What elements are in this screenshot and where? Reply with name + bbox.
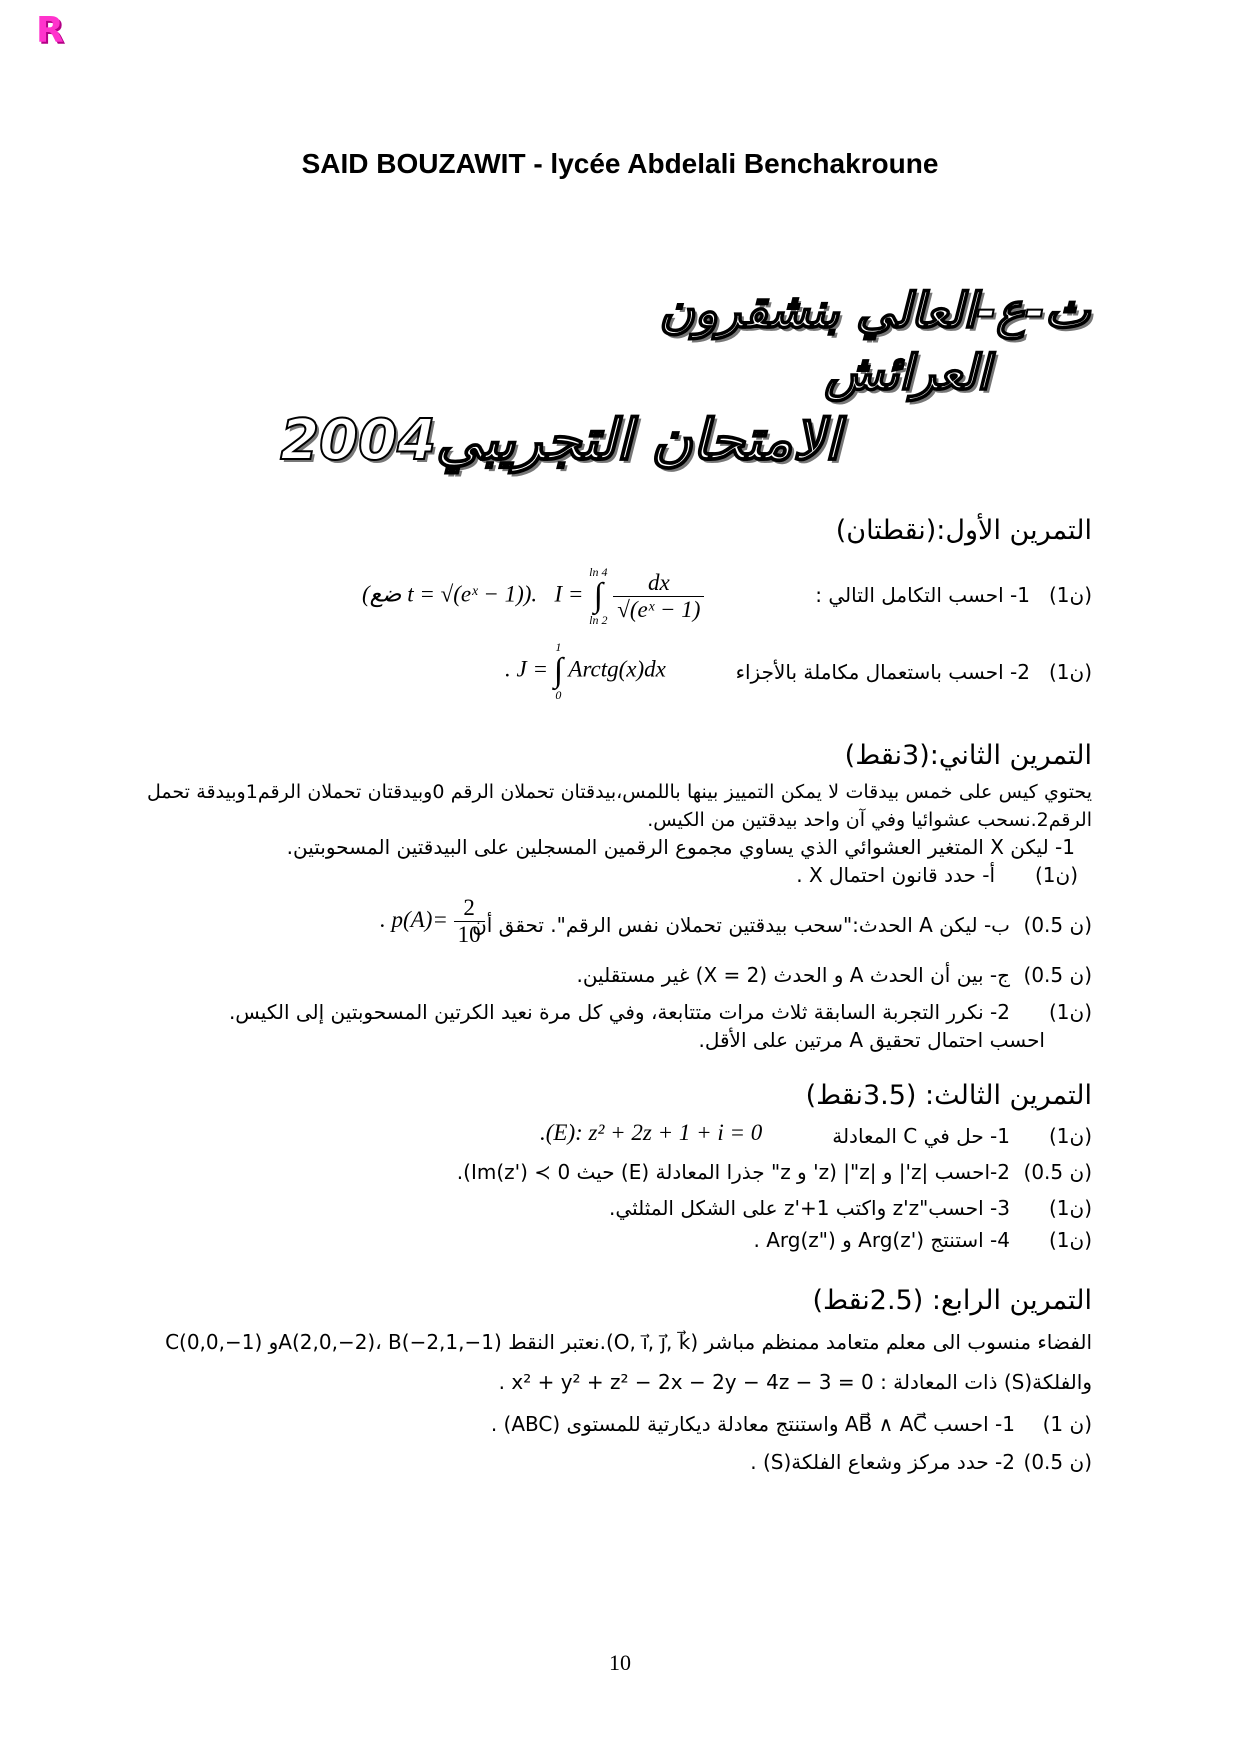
ex4-line1: الفضاء منسوب الى معلم متعامد ممنظم مباشر (O, i⃗, j⃗, k⃗).نعتبر النقط A(2,0,−2)، B(−2,1,−1)و C(0,0,−1): [165, 1330, 1092, 1354]
ex3-q2-points: (0.5 ن): [1023, 1160, 1092, 1184]
ex2-q2: 2- نكرر التجربة السابقة ثلاث مرات متتابعة، وفي كل مرة نعيد الكرتين المسحوبتين إلى الكيس.: [228, 1000, 1010, 1024]
ex2-q2b: احسب احتمال تحقيق A مرتين على الأقل.: [698, 1028, 1045, 1052]
integral-sign: 1 ∫ 0: [553, 640, 564, 702]
ex2-q1b-formula: [380, 895, 485, 948]
ex2-q1b: ب- ليكن A الحدث:"سحب بيدقتين تحملان نفس الرقم". تحقق أن: [472, 913, 1010, 937]
ex4-title: التمرين الرابع: (2.5نقط): [812, 1285, 1092, 1316]
ex1-q1-num: dx: [613, 570, 704, 597]
ex2-q1b-den: 10: [457, 922, 481, 947]
ex3-q2: 2-احسب |z'| و |z"| (z' و z" جذرا المعادلة (E) حيث 0 ≻ Im(z')).: [456, 1160, 1010, 1184]
ex1-q2-formula: [505, 640, 666, 702]
city-name: العرائش: [824, 345, 990, 401]
ex2-q1b-points: (0.5 ن): [1023, 913, 1092, 937]
ex3-q1-math: .(E): z² + 2z + 1 + i = 0: [540, 1120, 763, 1145]
ex3-q1-points: (1ن): [1048, 1124, 1092, 1148]
ex1-q1-fraction: [613, 570, 704, 623]
exam-title: الامتحان التجريبي2004: [280, 408, 840, 473]
ex2-q1b-num: 2: [454, 895, 485, 922]
ex1-q1-points: (1ن): [1048, 583, 1092, 607]
ex3-q1: 1- حل في C المعادلة: [832, 1124, 1010, 1148]
ex1-q2-lower: 0: [555, 688, 562, 702]
ex1-q2-J: . J =: [505, 656, 548, 682]
ex1-q1-den: √(eˣ − 1): [617, 596, 701, 622]
ex1-q1-hint: (ضع t = √(eˣ − 1)).: [362, 581, 538, 607]
ex1-q1-lower: ln 2: [589, 613, 608, 627]
ex2-q1b-fraction: [454, 895, 485, 948]
ex4-q1-points: (1 ن): [1042, 1412, 1092, 1436]
school-name: ث-ع-العالي بنشقرون: [659, 283, 1090, 339]
integral-sign: ln 4 ∫ ln 2: [589, 565, 608, 627]
ex1-q1-text: 1- احسب التكامل التالي :: [815, 583, 1030, 607]
ex1-q1-upper: ln 4: [589, 565, 608, 579]
ex2-q1a: أ- حدد قانون احتمال X .: [796, 863, 995, 887]
ex3-q4: 4- استنتج Arg(z') و Arg(z") .: [753, 1228, 1010, 1252]
ex1-q2-text: 2- احسب باستعمال مكاملة بالأجزاء: [735, 660, 1030, 684]
logo: R: [36, 10, 64, 51]
ex4-q2: 2- حدد مركز وشعاع الفلكة(S) .: [750, 1450, 1015, 1474]
ex2-q1a-points: (1ن): [1034, 863, 1078, 887]
ex2-q1c-points: (0.5 ن): [1023, 963, 1092, 987]
ex1-q2-points: (1ن): [1048, 660, 1092, 684]
ex4-q1: 1- احسب AB⃗ ∧ AC⃗ واستنتج معادلة ديكارتية للمستوى (ABC) .: [490, 1412, 1015, 1436]
ex3-title: التمرين الثالث: (3.5نقط): [805, 1080, 1092, 1111]
ex2-q1c: ج- بين أن الحدث A و الحدث (X = 2) غير مستقلين.: [576, 963, 1010, 987]
ex1-title: التمرين الأول:(نقطتان): [835, 515, 1092, 546]
ex3-q3-points: (1ن): [1048, 1196, 1092, 1220]
ex1-q1-I: I =: [554, 581, 584, 607]
ex2-title: التمرين الثاني:(3نقط): [844, 740, 1092, 771]
ex1-q2-upper: 1: [555, 640, 562, 654]
ex4-line2: والفلكة(S) ذات المعادلة : x² + y² + z² − 2x − 2y − 4z − 3 = 0 .: [498, 1370, 1092, 1394]
ex2-q1b-p: . p(A)=: [380, 906, 448, 932]
ex3-q3: 3- احسب"z'z واكتب z'+1 على الشكل المثلثي.: [609, 1196, 1010, 1220]
ex2-q2-points: (1ن): [1048, 1000, 1092, 1024]
ex1-q1-formula: [362, 565, 704, 627]
ex4-q2-points: (0.5 ن): [1023, 1450, 1092, 1474]
page-number: 10: [609, 1650, 631, 1675]
ex2-intro: يحتوي كيس على خمس بيدقات لا يمكن التمييز بينها باللمس،بيدقتان تحملان الرقم 0وبيدقتان تحملان الرقم1وبيدقة تحمل الرقم2.نسحب عشوائيا وفي آن واحد بيدقتين من الكيس.: [147, 781, 1092, 831]
ex3-q4-points: (1ن): [1048, 1228, 1092, 1252]
author-header: SAID BOUZAWIT - lycée Abdelali Benchakroune: [301, 148, 939, 179]
ex1-q2-integrand: Arctg(x)dx: [568, 656, 666, 682]
ex2-q1: 1- ليكن X المتغير العشوائي الذي يساوي مجموع الرقمين المسجلين على البيدقتين المسحوبتين.: [286, 835, 1075, 859]
